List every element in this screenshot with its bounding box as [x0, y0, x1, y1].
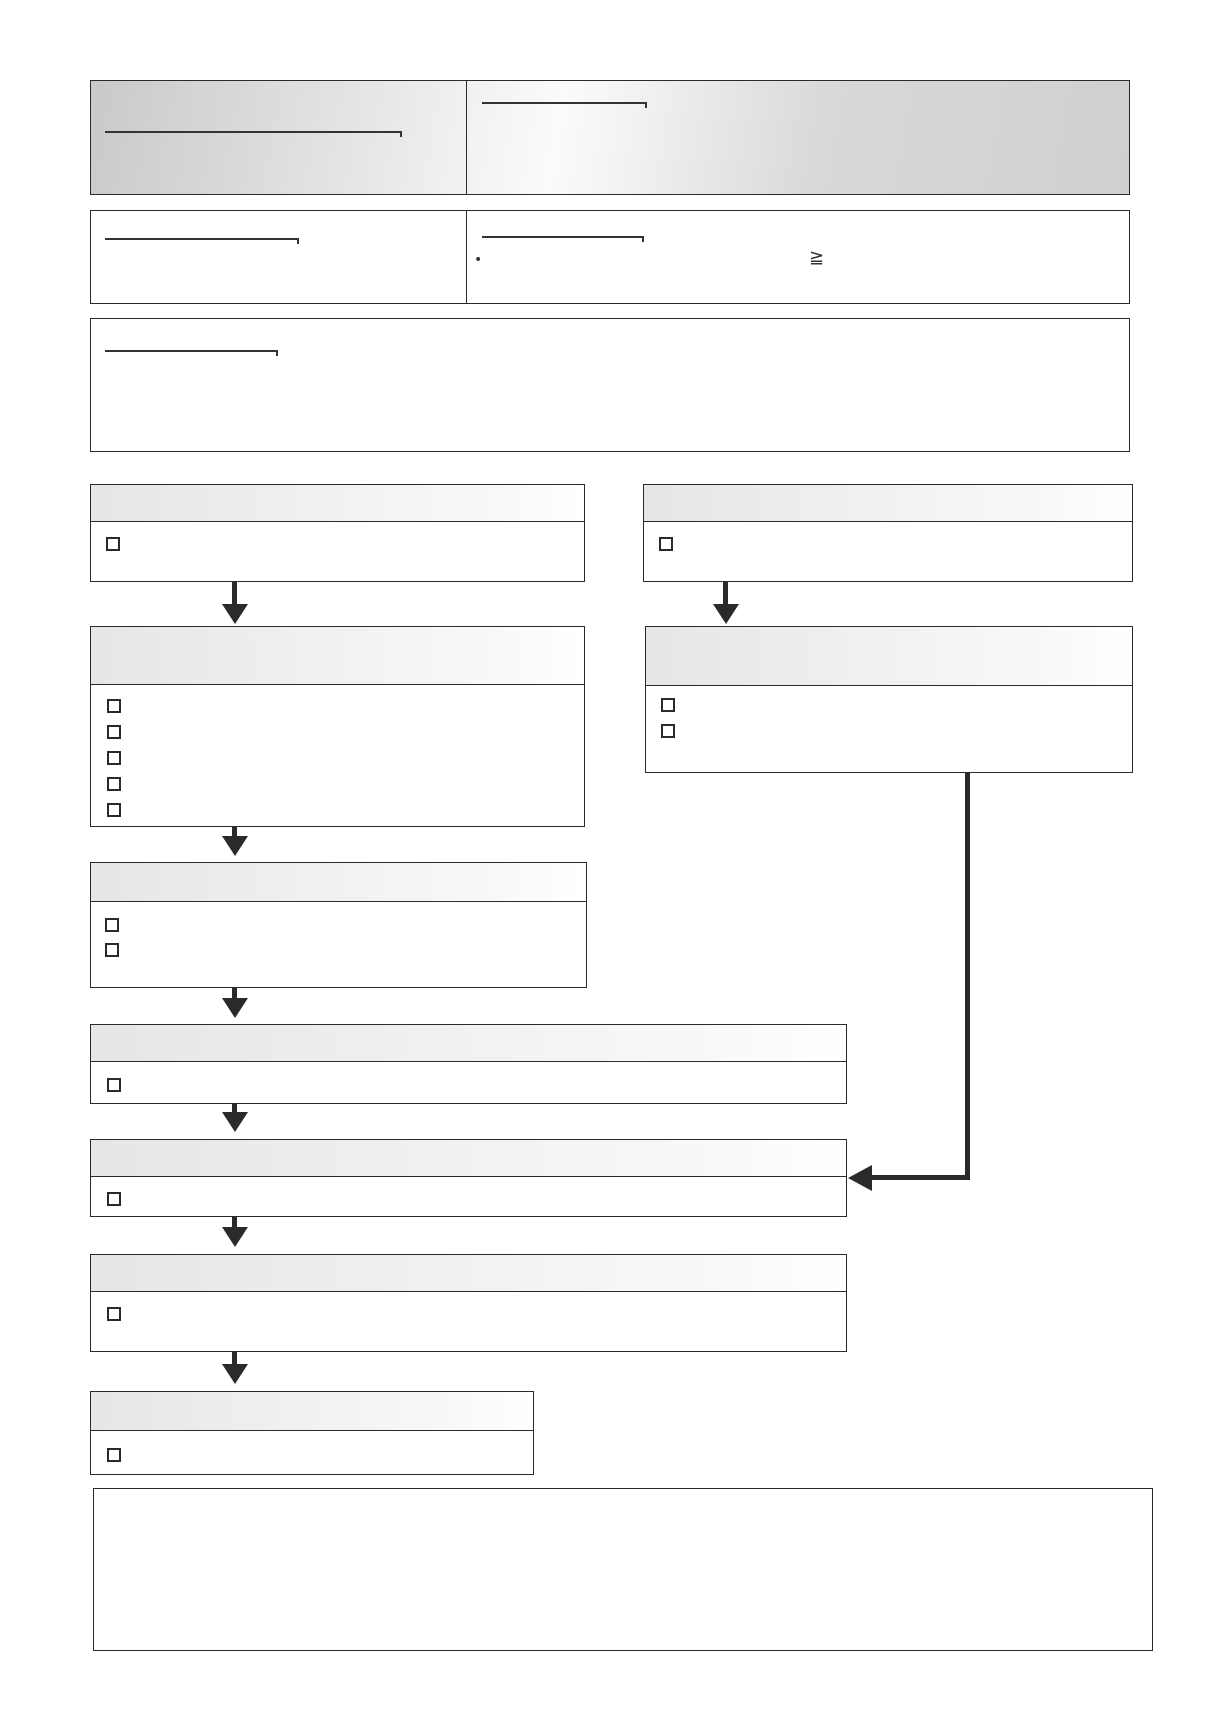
checkbox[interactable] [661, 698, 675, 712]
flow-box-r2-header [646, 627, 1132, 686]
arrow-down-icon [222, 1364, 248, 1384]
flow-box-l5-header [91, 1140, 846, 1177]
checkbox[interactable] [107, 1192, 121, 1206]
checkbox[interactable] [107, 1078, 121, 1092]
flow-box-l7 [90, 1391, 534, 1475]
info-left-underline [105, 238, 298, 240]
arrow-down-icon [222, 836, 248, 856]
header-panel [90, 80, 1130, 195]
checkbox[interactable] [107, 725, 121, 739]
checkbox[interactable] [105, 918, 119, 932]
connector-l6-l7 [232, 1352, 237, 1364]
flow-box-l2 [90, 626, 585, 827]
info-divider [466, 211, 467, 303]
checkbox[interactable] [107, 803, 121, 817]
checkbox[interactable] [661, 724, 675, 738]
arrow-down-icon [222, 1112, 248, 1132]
arrow-down-icon [222, 1227, 248, 1247]
flow-box-r2 [645, 626, 1133, 773]
merge-connector-vertical [965, 773, 970, 1180]
connector-r1-r2 [723, 582, 728, 604]
checkbox[interactable] [659, 537, 673, 551]
connector-l5-l6 [232, 1217, 237, 1227]
arrow-down-icon [222, 998, 248, 1018]
flow-box-l1-header [91, 485, 584, 522]
greater-equal-symbol: ≧ [809, 247, 825, 268]
flow-box-l6 [90, 1254, 847, 1352]
checkbox[interactable] [107, 777, 121, 791]
flow-box-l4 [90, 1024, 847, 1104]
info-bullet: • [474, 252, 483, 268]
checkbox[interactable] [107, 1448, 121, 1462]
arrow-left-icon [848, 1165, 872, 1191]
arrow-down-icon [222, 604, 248, 624]
checkbox[interactable] [107, 1307, 121, 1321]
flow-box-l3-header [91, 863, 586, 902]
flow-box-l7-header [91, 1392, 533, 1431]
header-right-underline [482, 102, 646, 104]
header-divider [466, 81, 467, 194]
flow-box-l4-header [91, 1025, 846, 1062]
checkbox[interactable] [107, 751, 121, 765]
checkbox[interactable] [107, 699, 121, 713]
flow-box-r1-header [644, 485, 1132, 522]
connector-l4-l5 [232, 1104, 237, 1112]
flow-box-r1 [643, 484, 1133, 582]
footer-panel [93, 1488, 1153, 1651]
flow-box-l2-header [91, 627, 584, 685]
connector-l2-l3 [232, 827, 237, 836]
checkbox[interactable] [105, 943, 119, 957]
flow-box-l5 [90, 1139, 847, 1217]
checkbox[interactable] [106, 537, 120, 551]
merge-connector-horizontal [870, 1175, 970, 1180]
header-left-underline [105, 131, 401, 133]
flow-box-l6-header [91, 1255, 846, 1292]
info-panel [90, 210, 1130, 304]
notes-panel [90, 318, 1130, 452]
arrow-down-icon [713, 604, 739, 624]
notes-underline [105, 350, 277, 352]
flow-box-l3 [90, 862, 587, 988]
info-right-underline [482, 236, 643, 238]
flow-box-l1 [90, 484, 585, 582]
connector-l1-l2 [232, 582, 237, 604]
connector-l3-l4 [232, 988, 237, 998]
